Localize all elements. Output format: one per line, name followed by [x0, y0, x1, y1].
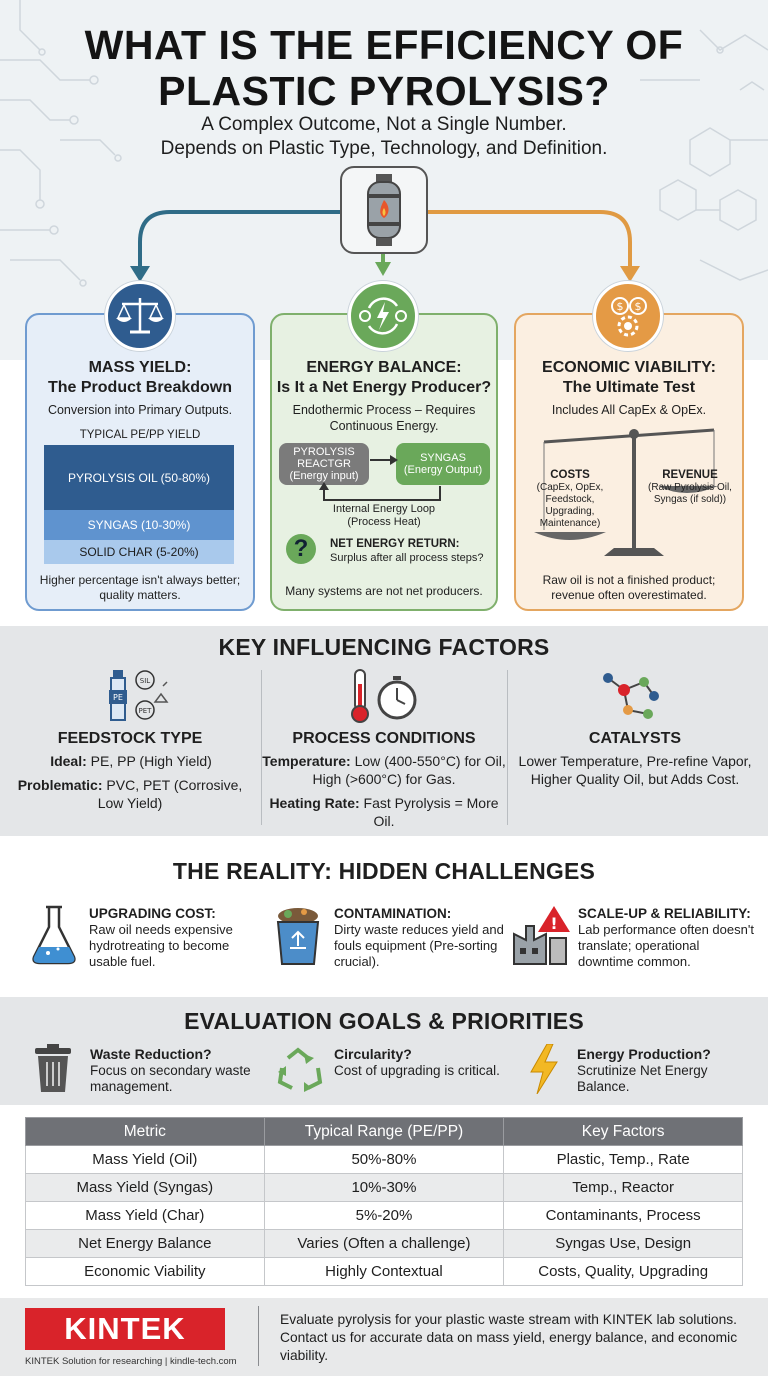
catalysts-text: Lower Temperature, Pre-refine Vapor, Higher Quality Oil, but Adds Cost.	[518, 753, 752, 787]
recycle-icon	[274, 1046, 326, 1094]
energy-card-title: ENERGY BALANCE: Is It a Net Energy Producer?	[276, 359, 492, 396]
syngas-box: SYNGAS (Energy Output)	[396, 443, 490, 485]
feedstock-problematic: Problematic: PVC, PET (Corrosive, Low Yield)	[17, 777, 243, 811]
footer-cta-text: Evaluate pyrolysis for your plastic waste stream with KINTEK lab solutions. Contact us for accurate data on mass yield, energy balance, and economic viability.	[280, 1312, 738, 1363]
reactor-icon	[340, 166, 428, 254]
table-header: Key Factors	[504, 1118, 743, 1146]
upgrading-text: Raw oil needs expensive hydrotreating to become usable fuel.	[89, 922, 233, 969]
subtitle-line2: Depends on Plastic Type, Technology, and Definition.	[160, 138, 608, 159]
molecule-icon	[598, 666, 662, 722]
page-title-line1: WHAT IS THE EFFICIENCY OF	[84, 22, 684, 68]
energy-card-desc: Endothermic Process – Requires Continuous Energy.	[292, 403, 476, 433]
table-cell: 50%-80%	[264, 1146, 504, 1174]
contamination-text: Dirty waste reduces yield and fouls equipment (Pre-sorting crucial).	[334, 922, 504, 969]
circularity-goal-text: Cost of upgrading is critical.	[334, 1063, 500, 1078]
question-icon: ?	[286, 534, 316, 564]
costs-text: (CapEx, OpEx, Feedstock, Upgrading, Maintenance)	[536, 482, 604, 529]
table-cell: Varies (Often a challenge)	[264, 1230, 504, 1258]
svg-text:$: $	[634, 300, 642, 313]
costs-title: COSTS	[550, 469, 590, 481]
energy-card-note: Many systems are not net producers.	[285, 584, 483, 598]
table-row	[26, 1146, 743, 1174]
table-cell: Plastic, Temp., Rate	[504, 1146, 743, 1174]
energy-cycle-icon	[348, 281, 418, 351]
process-title: PROCESS CONDITIONS	[292, 730, 476, 747]
feedstock-title: FEEDSTOCK TYPE	[57, 730, 203, 747]
table-cell: 5%-20%	[264, 1202, 504, 1230]
thermometer-clock-icon	[345, 666, 425, 726]
table-cell: Temp., Reactor	[504, 1174, 743, 1202]
table-header: Typical Range (PE/PP)	[264, 1118, 504, 1146]
factors-title: KEY INFLUENCING FACTORS	[218, 634, 550, 660]
svg-text:PE: PE	[113, 693, 123, 702]
mass-card-desc: Conversion into Primary Outputs.	[47, 403, 233, 417]
energy-goal-text: Scrutinize Net Energy Balance.	[577, 1063, 708, 1094]
svg-text:SIL: SIL	[139, 677, 151, 685]
net-energy-title: NET ENERGY RETURN:	[330, 538, 460, 550]
table-cell: Mass Yield (Oil)	[26, 1146, 265, 1174]
subtitle-line1: A Complex Outcome, Not a Single Number.	[201, 114, 567, 135]
feedstock-ideal: Ideal: PE, PP (High Yield)	[50, 753, 212, 769]
reactor-box: PYROLYSIS REACTGR (Energy input)	[279, 443, 369, 485]
upgrading-title: UPGRADING COST:	[89, 906, 216, 921]
table-cell: Highly Contextual	[264, 1258, 504, 1286]
scaleup-title: SCALE-UP & RELIABILITY:	[578, 906, 751, 921]
factory-warning-icon	[510, 904, 572, 966]
challenges-title: THE REALITY: HIDDEN CHALLENGES	[172, 858, 596, 884]
table-row	[26, 1230, 743, 1258]
goals-title: EVALUATION GOALS & PRIORITIES	[184, 1008, 584, 1034]
table-cell: Costs, Quality, Upgrading	[504, 1258, 743, 1286]
table-cell: Economic Viability	[26, 1258, 265, 1286]
table-row	[26, 1174, 743, 1202]
svg-text:PET: PET	[138, 707, 152, 715]
table-cell: Mass Yield (Char)	[26, 1202, 265, 1230]
contamination-title: CONTAMINATION:	[334, 906, 452, 921]
footer-divider	[258, 1306, 259, 1366]
economic-card-note: Raw oil is not a finished product; revenue often overestimated.	[542, 573, 716, 602]
process-heating-rate: Heating Rate: Fast Pyrolysis = More Oil.	[269, 795, 499, 829]
trash-can-icon	[33, 1044, 73, 1094]
svg-text:$: $	[616, 300, 624, 313]
economic-card-desc: Includes All CapEx & OpEx.	[551, 403, 707, 417]
circularity-goal-title: Circularity?	[334, 1046, 412, 1062]
logo-caption[interactable]: KINTEK Solution for researching | kindle-tech.com	[25, 1356, 237, 1367]
net-energy-text: Surplus after all process steps?	[330, 552, 484, 564]
waste-goal-text: Focus on secondary waste management.	[90, 1063, 251, 1094]
yield-heading: TYPICAL PE/PP YIELD	[79, 429, 201, 441]
metrics-table	[25, 1117, 743, 1286]
revenue-title: REVENUE	[662, 469, 718, 481]
energy-goal-title: Energy Production?	[577, 1046, 711, 1062]
energy-loop-label: Internal Energy Loop (Process Heat)	[332, 503, 436, 528]
economic-card-title: ECONOMIC VIABILITY: The Ultimate Test	[542, 359, 716, 396]
table-header: Metric	[26, 1118, 265, 1146]
mass-card-title: MASS YIELD: The Product Breakdown	[47, 359, 233, 396]
mass-card-note: Higher percentage isn't always better; quality matters.	[39, 573, 241, 602]
waste-goal-title: Waste Reduction?	[90, 1046, 212, 1062]
process-temperature: Temperature: Low (400-550°C) for Oil, High (>600°C) for Gas.	[262, 753, 506, 787]
dollar-gears-icon	[593, 281, 663, 351]
yield-bar-syngas: SYNGAS (10-30%)	[44, 510, 234, 540]
catalysts-title: CATALYSTS	[588, 730, 682, 747]
yield-bar-char: SOLID CHAR (5-20%)	[44, 540, 234, 564]
table-row	[26, 1258, 743, 1286]
kintek-logo[interactable]: KINTEK	[25, 1308, 225, 1350]
table-cell: Net Energy Balance	[26, 1230, 265, 1258]
revenue-text: (Raw Pyrolysis Oil, Syngas (if sold))	[648, 482, 732, 505]
dirty-bin-icon	[272, 906, 324, 968]
table-row	[26, 1202, 743, 1230]
energy-loop-arrows	[270, 440, 498, 510]
balance-scale-icon	[105, 281, 175, 351]
flask-icon	[28, 903, 80, 967]
table-cell: 10%-30%	[264, 1174, 504, 1202]
yield-bar-oil: PYROLYSIS OIL (50-80%)	[44, 445, 234, 510]
table-cell: Syngas Use, Design	[504, 1230, 743, 1258]
scaleup-text: Lab performance often doesn't translate; operational downtime common.	[578, 922, 754, 969]
table-cell: Contaminants, Process	[504, 1202, 743, 1230]
table-header-row	[26, 1118, 743, 1146]
lightning-icon	[527, 1044, 561, 1094]
svg-text:!: !	[550, 914, 558, 933]
plastic-bottle-icon	[105, 666, 175, 726]
table-cell: Mass Yield (Syngas)	[26, 1174, 265, 1202]
page-title-line2: PLASTIC PYROLYSIS?	[158, 68, 610, 114]
